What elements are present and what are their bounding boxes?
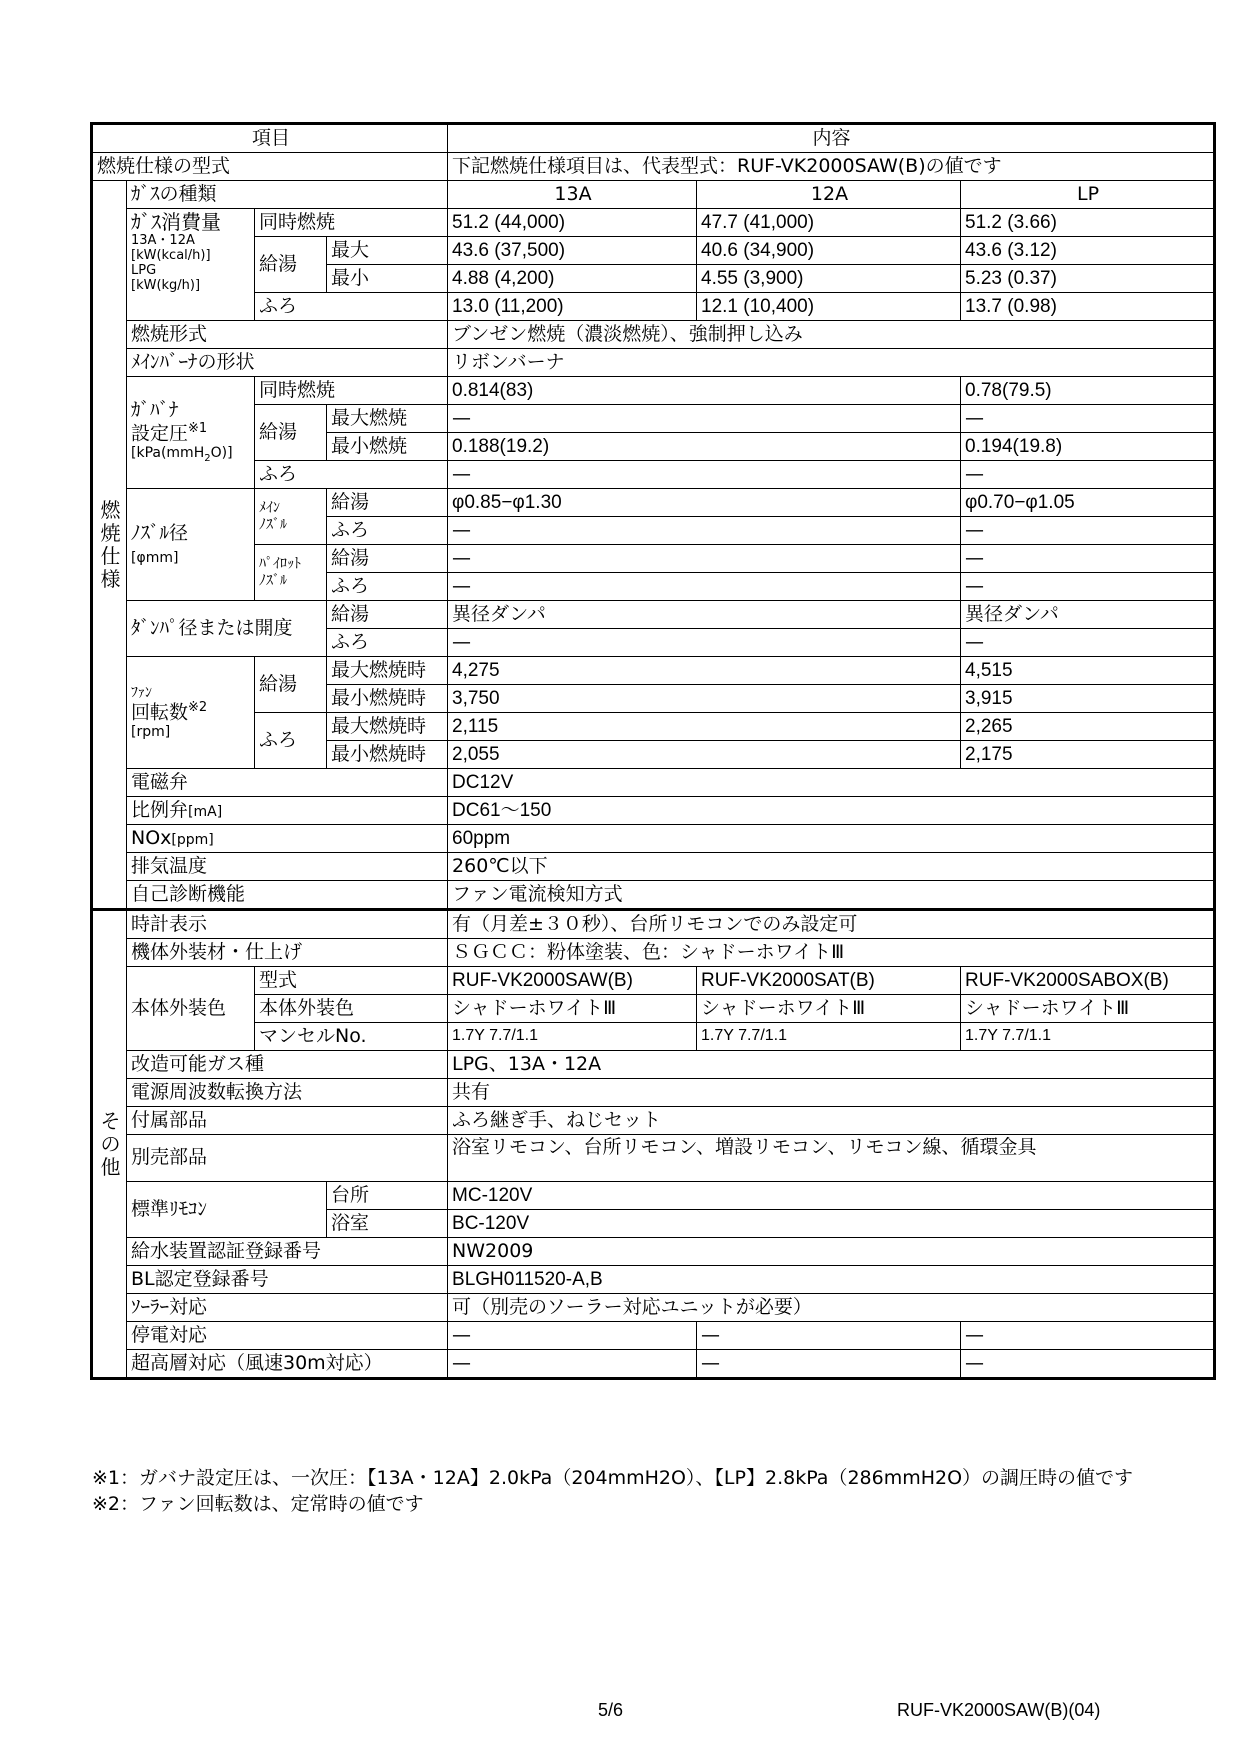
model-value: 下記燃焼仕様項目は、代表型式：RUF-VK2000SAW(B)の値です (448, 153, 1215, 181)
body-color-row (92, 995, 1215, 1023)
convertible-gas-row (92, 1051, 1215, 1079)
frequency-value: 共有 (448, 1079, 1215, 1107)
sold-separately-row (92, 1135, 1215, 1182)
governor-simul-lp: 0.78(79.5) (961, 377, 1215, 405)
fan-kyuto-max-value: 4,275 (448, 657, 961, 685)
fan-furo-min-value: 2,055 (448, 741, 961, 769)
spec-table (90, 122, 1216, 1380)
fan-furo-max-value: 2,115 (448, 713, 961, 741)
nox-row (92, 825, 1215, 853)
highrise-3: — (961, 1350, 1215, 1379)
page-number: 5/6 (598, 1700, 624, 1720)
power-outage-row (92, 1322, 1215, 1350)
governor-min-value: 0.188(19.2) (448, 433, 961, 461)
selfdiag-value: ファン電流検知方式 (448, 881, 1215, 910)
consumption-max-12a: 40.6 (34,900) (697, 237, 961, 265)
remote-bath-label: 浴室 (327, 1210, 448, 1238)
power-outage-label: 停電対応 (127, 1322, 448, 1350)
nozzle-pilot-kyuto-value: — (448, 545, 961, 573)
damper-furo-value: — (448, 629, 961, 657)
gas-consumption-label: ｶﾞｽ消費量 13A・12A [kW(kcal/h)] LPG [kW(kg/h)] (127, 209, 255, 321)
header-row (92, 124, 1215, 153)
burner-shape-row (92, 349, 1215, 377)
nozzle-main-kyuto-lp: φ0.70−φ1.05 (961, 489, 1215, 517)
combustion-type-row (92, 321, 1215, 349)
munsell-label: マンセルNo. (255, 1023, 448, 1051)
section-combustion: 燃焼仕様 (92, 181, 127, 910)
solenoid-row (92, 769, 1215, 797)
consumption-max-lp: 43.6 (3.12) (961, 237, 1215, 265)
body-color-label: 本体外装色 (127, 967, 255, 1051)
fan-kyuto-max-row (92, 657, 1215, 685)
proportional-row (92, 797, 1215, 825)
combustion-type-value: ブンゼン燃焼（濃淡燃焼）、強制押し込み (448, 321, 1215, 349)
consumption-min-label: 最小 (327, 265, 448, 293)
gas-type-label: ｶﾞｽの種類 (127, 181, 448, 209)
document-code: RUF-VK2000SAW(B)(04) (897, 1700, 1101, 1720)
consumption-min-12a: 4.55 (3,900) (697, 265, 961, 293)
material-label: 機体外装材・仕上げ (127, 939, 448, 967)
section-other: その他 (92, 910, 127, 1379)
nozzle-main-kyuto-value: φ0.85−φ1.30 (448, 489, 961, 517)
nozzle-pilot-furo-lp: — (961, 573, 1215, 601)
body-model-label: 型式 (255, 967, 448, 995)
proportional-label: 比例弁[mA] (127, 797, 448, 825)
fan-furo-min-label: 最小燃焼時 (327, 741, 448, 769)
frequency-label: 電源周波数転換方法 (127, 1079, 448, 1107)
power-outage-1: — (448, 1322, 697, 1350)
fan-kyuto-max-lp: 4,515 (961, 657, 1215, 685)
convertible-gas-value: LPG、13A・12A (448, 1051, 1215, 1079)
convertible-gas-label: 改造可能ガス種 (127, 1051, 448, 1079)
accessories-row (92, 1107, 1215, 1135)
fan-kyuto-max-label: 最大燃焼時 (327, 657, 448, 685)
clock-value: 有（月差±３０秒）、台所リモコンでのみ設定可 (448, 910, 1215, 939)
water-cert-row (92, 1238, 1215, 1266)
consumption-simul-12a: 47.7 (41,000) (697, 209, 961, 237)
damper-kyuto-label: 給湯 (327, 601, 448, 629)
governor-furo-row (92, 461, 1215, 489)
gas-type-lp: LP (961, 181, 1215, 209)
burner-shape-value: リボンバーナ (448, 349, 1215, 377)
consumption-simul-13a: 51.2 (44,000) (448, 209, 697, 237)
fan-furo-max-row (92, 713, 1215, 741)
consumption-furo-lp: 13.7 (0.98) (961, 293, 1215, 321)
damper-kyuto-lp: 異径ダンパ (961, 601, 1215, 629)
munsell-row (92, 1023, 1215, 1051)
nozzle-main-furo-label: ふろ (327, 517, 448, 545)
consumption-furo-12a: 12.1 (10,400) (697, 293, 961, 321)
body-model-3: RUF-VK2000SABOX(B) (961, 967, 1215, 995)
governor-max-lp: — (961, 405, 1215, 433)
nozzle-pilot-kyuto-lp: — (961, 545, 1215, 573)
bl-cert-row (92, 1266, 1215, 1294)
fan-kyuto-min-label: 最小燃焼時 (327, 685, 448, 713)
remote-kitchen-row (92, 1182, 1215, 1210)
consumption-furo-label: ふろ (255, 293, 448, 321)
sold-separately-value: 浴室リモコン、台所リモコン、増設リモコン、リモコン線、循環金具 (448, 1135, 1215, 1182)
consumption-furo-13a: 13.0 (11,200) (448, 293, 697, 321)
nox-label: NOx[ppm] (127, 825, 448, 853)
model-row (92, 153, 1215, 181)
burner-shape-label: ﾒｲﾝﾊﾞｰﾅの形状 (127, 349, 448, 377)
header-item: 項目 (92, 124, 448, 153)
highrise-label: 超高層対応（風速30m対応） (127, 1350, 448, 1379)
exhaust-label: 排気温度 (127, 853, 448, 881)
fan-kyuto-label: 給湯 (255, 657, 327, 713)
gas-type-12a: 12A (697, 181, 961, 209)
governor-simul-label: 同時燃焼 (255, 377, 448, 405)
nox-value: 60ppm (448, 825, 1215, 853)
frequency-row (92, 1079, 1215, 1107)
remote-label: 標準ﾘﾓｺﾝ (127, 1182, 327, 1238)
body-model-2: RUF-VK2000SAT(B) (697, 967, 961, 995)
exhaust-value: 260℃以下 (448, 853, 1215, 881)
governor-min-lp: 0.194(19.8) (961, 433, 1215, 461)
nozzle-main-kyuto-label: 給湯 (327, 489, 448, 517)
nozzle-main-kyuto-row (92, 489, 1215, 517)
consumption-kyuto-label: 給湯 (255, 237, 327, 293)
damper-furo-label: ふろ (327, 629, 448, 657)
governor-max-row (92, 405, 1215, 433)
governor-min-label: 最小燃焼 (327, 433, 448, 461)
munsell-2: 1.7Y 7.7/1.1 (697, 1023, 961, 1051)
material-row (92, 939, 1215, 967)
fan-kyuto-min-value: 3,750 (448, 685, 961, 713)
nozzle-pilot-kyuto-label: 給湯 (327, 545, 448, 573)
remote-kitchen-value: MC-120V (448, 1182, 1215, 1210)
governor-furo-label: ふろ (255, 461, 448, 489)
fan-kyuto-min-lp: 3,915 (961, 685, 1215, 713)
model-label: 燃焼仕様の型式 (92, 153, 448, 181)
governor-simul-row (92, 377, 1215, 405)
consumption-min-lp: 5.23 (0.37) (961, 265, 1215, 293)
body-model-row (92, 967, 1215, 995)
fan-label: ﾌｧﾝ 回転数$^{※2}$ [rpm] (127, 657, 255, 769)
gas-type-row (92, 181, 1215, 209)
solar-value: 可（別売のソーラー対応ユニットが必要） (448, 1294, 1215, 1322)
governor-max-label: 最大燃焼 (327, 405, 448, 433)
fan-furo-max-label: 最大燃焼時 (327, 713, 448, 741)
sold-separately-label: 別売部品 (127, 1135, 448, 1182)
proportional-value: DC61～150 (448, 797, 1215, 825)
nozzle-main-label: ﾒｲﾝ ﾉｽﾞﾙ (255, 489, 327, 545)
nozzle-main-furo-lp: — (961, 517, 1215, 545)
damper-label: ﾀﾞﾝﾊﾟ径または開度 (127, 601, 327, 657)
body-color-3: シャドーホワイトⅢ (961, 995, 1215, 1023)
header-content: 内容 (448, 124, 1215, 153)
damper-kyuto-value: 異径ダンパ (448, 601, 961, 629)
damper-furo-lp: — (961, 629, 1215, 657)
material-value: ＳＧＣＣ：粉体塗装、色：シャドーホワイトⅢ (448, 939, 1215, 967)
body-color-sublabel: 本体外装色 (255, 995, 448, 1023)
governor-max-value: — (448, 405, 961, 433)
consumption-furo-row (92, 293, 1215, 321)
governor-simul-value: 0.814(83) (448, 377, 961, 405)
nozzle-pilot-furo-value: — (448, 573, 961, 601)
munsell-3: 1.7Y 7.7/1.1 (961, 1023, 1215, 1051)
bl-cert-value: BLGH011520-A,B (448, 1266, 1215, 1294)
exhaust-row (92, 853, 1215, 881)
clock-label: 時計表示 (127, 910, 448, 939)
consumption-simul-lp: 51.2 (3.66) (961, 209, 1215, 237)
selfdiag-row (92, 881, 1215, 910)
governor-kyuto-label: 給湯 (255, 405, 327, 461)
damper-kyuto-row (92, 601, 1215, 629)
power-outage-3: — (961, 1322, 1215, 1350)
nozzle-pilot-kyuto-row (92, 545, 1215, 573)
governor-label: ｶﾞﾊﾞﾅ 設定圧$^{※1}$ [kPa(mmH$_2$O)] (127, 377, 255, 489)
footnotes (92, 1465, 1133, 1517)
governor-furo-value: — (448, 461, 961, 489)
selfdiag-label: 自己診断機能 (127, 881, 448, 910)
bl-cert-label: BL認定登録番号 (127, 1266, 448, 1294)
consumption-max-label: 最大 (327, 237, 448, 265)
highrise-row (92, 1350, 1215, 1379)
gas-consumption-row (92, 209, 1215, 237)
consumption-max-row (92, 237, 1215, 265)
consumption-max-13a: 43.6 (37,500) (448, 237, 697, 265)
accessories-value: ふろ継ぎ手、ねじセット (448, 1107, 1215, 1135)
footnote-1: ※1：ガバナ設定圧は、一次圧：【13A・12A】2.0kPa（204mmH2O）、【LP】2.8kPa（286mmH2O）の調圧時の値です (92, 1467, 1134, 1489)
solar-row (92, 1294, 1215, 1322)
power-outage-2: — (697, 1322, 961, 1350)
nozzle-pilot-label: ﾊﾟｲﾛｯﾄ ﾉｽﾞﾙ (255, 545, 327, 601)
remote-kitchen-label: 台所 (327, 1182, 448, 1210)
nozzle-main-furo-value: — (448, 517, 961, 545)
body-color-2: シャドーホワイトⅢ (697, 995, 961, 1023)
fan-furo-min-lp: 2,175 (961, 741, 1215, 769)
gas-type-13a: 13A (448, 181, 697, 209)
water-cert-value: NW2009 (448, 1238, 1215, 1266)
solenoid-label: 電磁弁 (127, 769, 448, 797)
body-color-1: シャドーホワイトⅢ (448, 995, 697, 1023)
combustion-type-label: 燃焼形式 (127, 321, 448, 349)
consumption-simul-label: 同時燃焼 (255, 209, 448, 237)
fan-furo-label: ふろ (255, 713, 327, 769)
nozzle-label: ﾉｽﾞﾙ径 [φmm] (127, 489, 255, 601)
water-cert-label: 給水装置認証登録番号 (127, 1238, 448, 1266)
consumption-min-13a: 4.88 (4,200) (448, 265, 697, 293)
highrise-1: — (448, 1350, 697, 1379)
footnote-2: ※2：ファン回転数は、定常時の値です (92, 1493, 424, 1515)
munsell-1: 1.7Y 7.7/1.1 (448, 1023, 697, 1051)
accessories-label: 付属部品 (127, 1107, 448, 1135)
highrise-2: — (697, 1350, 961, 1379)
remote-bath-value: BC-120V (448, 1210, 1215, 1238)
governor-furo-lp: — (961, 461, 1215, 489)
solar-label: ｿｰﾗｰ対応 (127, 1294, 448, 1322)
clock-row (92, 910, 1215, 939)
nozzle-pilot-furo-label: ふろ (327, 573, 448, 601)
solenoid-value: DC12V (448, 769, 1215, 797)
fan-furo-max-lp: 2,265 (961, 713, 1215, 741)
body-model-1: RUF-VK2000SAW(B) (448, 967, 697, 995)
